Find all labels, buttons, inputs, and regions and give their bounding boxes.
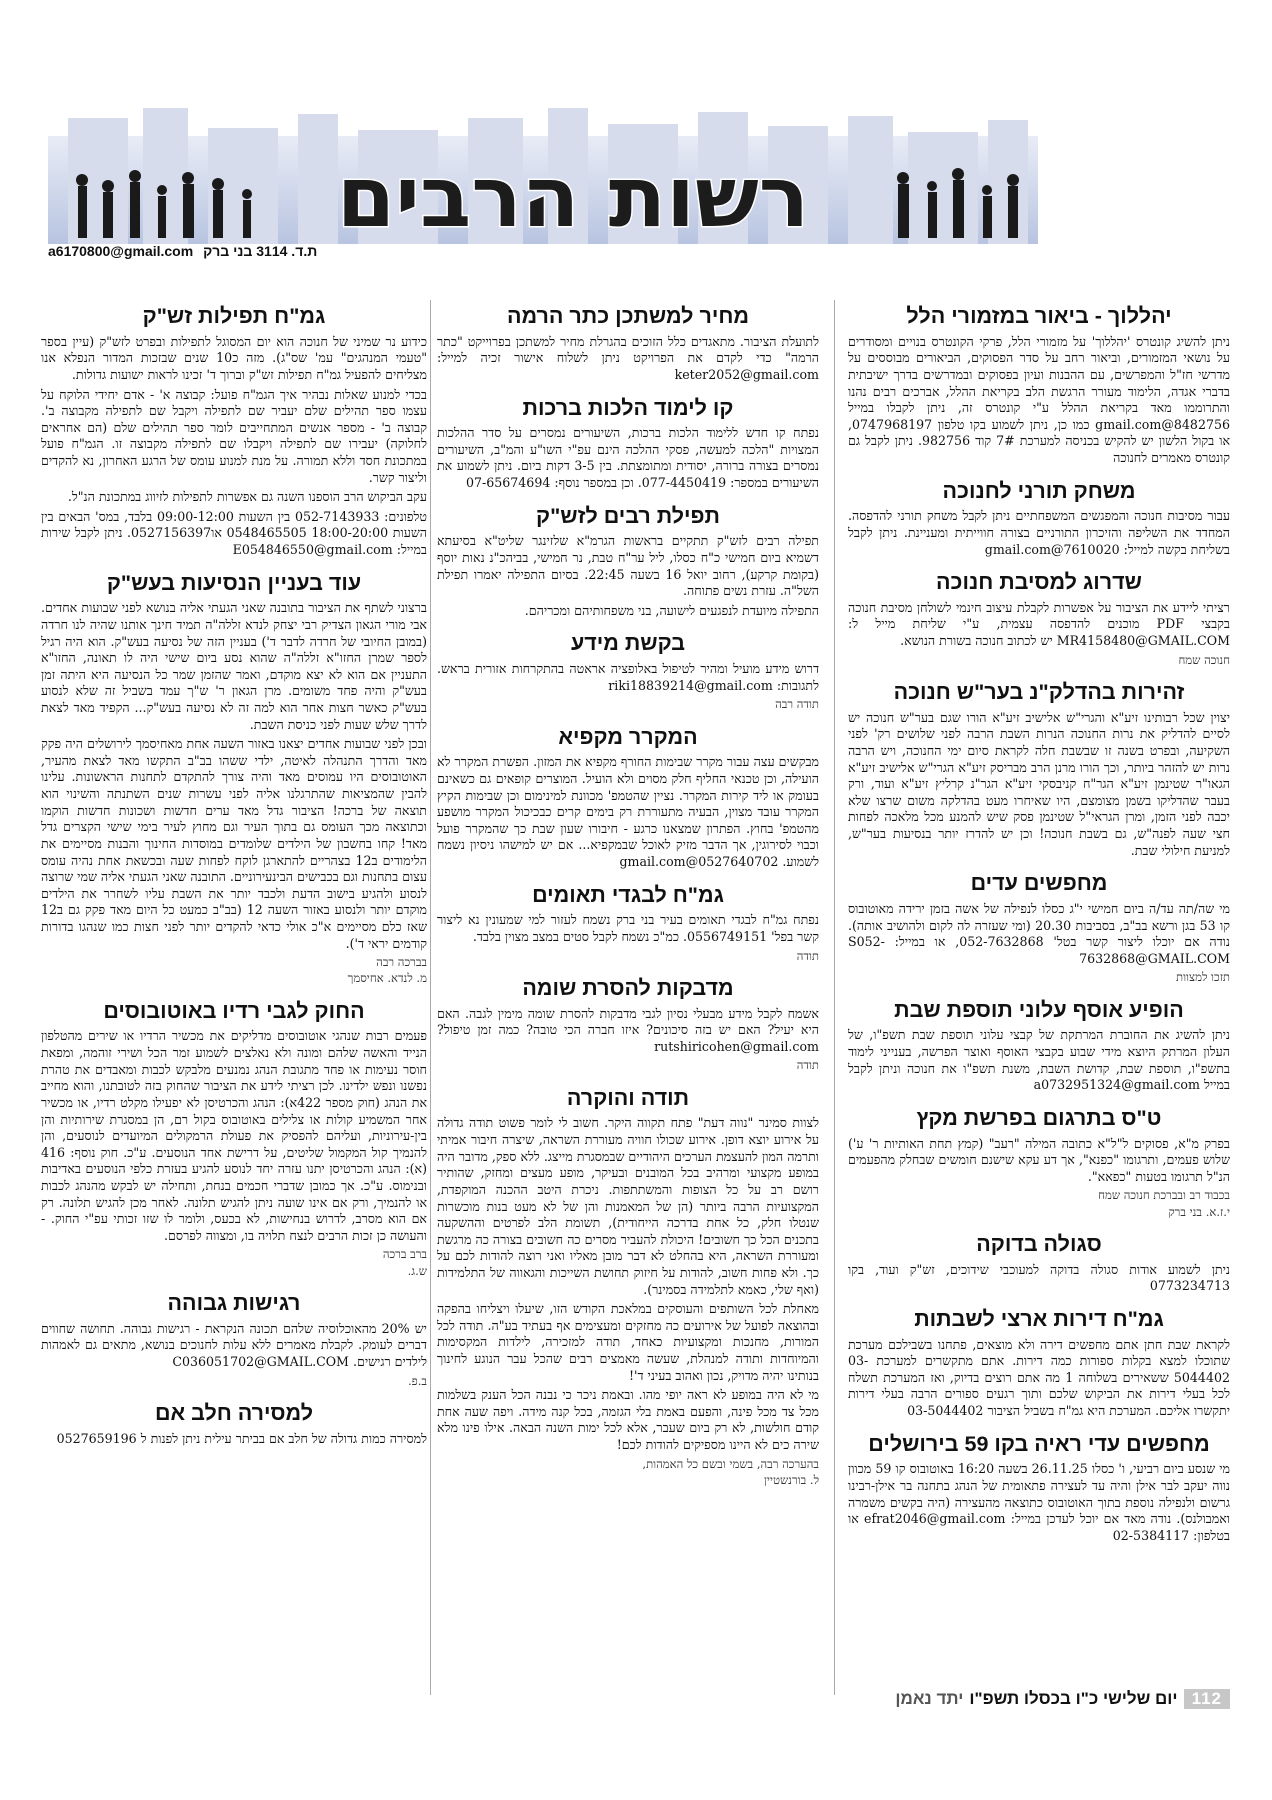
article-signature: תודה רבה [775, 697, 819, 712]
article-title: ט"ס בתרגום בפרשת מקץ [916, 1105, 1162, 1130]
article-body: מי לא היה במופע לא ראה יופי מהו. ובאמת ניכר כי נבנה הכל הענק בשלמות מכל צד מכל פינה, והפעם באמת בלי הגזמה, בכל קנה מידה. ויפה שעה אחת קודם חולשות, לא רק ביום שעבר, אלא לכל ימות השנה הבאה. אילו פינו מלא שירה כים לא היינו מספיקים להודות לכם! [437, 1387, 819, 1453]
contact-pobox: ת.ד. 3114 בני ברק [203, 243, 318, 259]
article-title: תפילת רבים לזש"ק [536, 503, 720, 528]
article-signature: ב.פ. [407, 1373, 427, 1388]
article-body: ברצוני לשתף את הציבור בתובנה שאני הגעתי אליה בנושא לפני שבועות אחדים. אבי מורי הגאון הצדיק רבי יצחק לנדא זללה"ה תמיד חינך אותנו שהיה לנו חרדה (במובן החיובי של חרדה לדבר ד') בעניין הזה של נסיעה בעש"ק. הוא היה רגיל לספר שמרן החזו"א זללה"ה שהוא נסע ביום שישי היה לו תאונה, החזו"א התעניין אם הוא לא יצא מוקדם, ואמר שהזמן שמר כל הנסיעה היא היתה זמן בעש"ק והיה פחד משומים. מרן הגאון ר' ש"ך עמד בשביל זה שלא לנסוע בעש"ק כאשר חצות אחר הוא למה זה לא נסיעה בעש"ק... הקפיד מאד לצאת לדרך שלש שעות לפני כניסת השבת. [41, 600, 427, 732]
article-signature: ל. בורנשטיין [763, 1472, 819, 1487]
article [437, 883, 819, 964]
article [848, 304, 1230, 467]
article-body: לצוות סמינר "נווה דעת" פתח תקווה היקר. חשוב לי לומר פשוט תודה גדולה על אירוע יוצא דופן. אירוע שכולו חוויה מעוררת השראה, שיצרה חיבור אמיתי ותרמה המון להעצמת הערכים היהודיים שבמסגרת מייצג. ללא ספק, מדובר היה במופע מקצועי ומרהיב בכל המובנים ובעיקר, מופע מעצים ומחזק, שהותיר רושם רב על כל הצופות והמשתתפות. ניכרת היטב ההכנה המוקפדת, המקצועיות הרבה ביותר (הן של המאמנות והן של לא מעט בנות מוכשרות שנטלו חלק, כל אחת בדרכה הייחודית), תשומת הלב לפרטים וההשקעה בתכנים הכל כך חשובים! היכולת להעביר מסרים כה חשובים בצורה כה מרגשת ומעוררת השראה, היא בהחלט לא דבר מובן מאליו ואני רוצה להודות לכם על כך. ולא פחות חשוב, להודות על חיזוק תחושת השייכות והגאווה של התלמידות (ואף שלי, כאמא לתלמידה בסמינר). [437, 1115, 819, 1297]
article-signature: בהערכה רבה, בשמי ובשם כל האמהות, [642, 1456, 819, 1471]
article [848, 479, 1230, 559]
column-divider [834, 300, 835, 1695]
article-title: מחיר למשתכן כתר הרמה [507, 304, 749, 328]
article-body: דרוש מידע מועיל ומהיר לטיפול באלופציה אראטה בהתקרחות אזורית בראש. לתגובות: riki18839214@gmail.com [437, 661, 819, 693]
article-body: נפתח גמ"ח לבגדי תאומים בעיר בני ברק נשמח לעזור למי שמעונין נא ליצור קשר בפל' 0556749151. כמ"כ נשמח לקבל סטים במצב מצוין בלבד. [437, 912, 819, 945]
article-body: מי שנסע ביום רביעי, ו' כסלו 26.11.25 בשעה 16:20 באוטובוס קו 59 מכוון נווה יעקב לבר אילן והיה עד לעצירה פתאומית של הנהג בתחנה בר אילן-רבינו גרשום ולנפילה נוספת בתוך האוטובוס כתוצאה מהעצירה (היה בקשים משמרה ואמבולנס). נודה מאד אם יוכל לעדכן במייל: efrat2046@gmail.com או בטלפון: 02-5384117 [848, 1461, 1230, 1543]
page-footer [878, 1688, 1230, 1710]
article-title: בקשת מידע [570, 631, 685, 656]
article-body: מי שה/תה עד/ה ביום חמישי י"ג כסלו לנפילה של אשה בזמן ירידה מאוטובוס קו 53 בגן ורשא בב"ב, בסביבות 20.30 (ומי שעזרה לה לקום ולהושיב אותה). נודה אם יוכלו ליצור קשר בטל' 052-7632868, או במייל: S052-7632868@GMAIL.COM [848, 900, 1230, 966]
article-title: מחפשים עדי ראיה בקו 59 בירושלים [868, 1431, 1210, 1456]
article [848, 680, 1230, 859]
article-title: סגולה בדוקה [976, 1231, 1102, 1256]
column-left [41, 304, 427, 1684]
article-signature: ש.ג. [407, 1263, 427, 1278]
article-signature: תזכו למצוות [1176, 970, 1230, 985]
article-title: קו לימוד הלכות ברכות [522, 395, 734, 420]
article [437, 631, 819, 712]
article-signature: ברב ברכה [382, 1247, 427, 1262]
issue-date: יום שלישי כ"ו בכסלו תשפ"ו [969, 1689, 1178, 1708]
article-title: גמ"ח לבגדי תאומים [532, 882, 724, 907]
article-title: יהללוך - ביאור במזמורי הלל [906, 304, 1172, 328]
article-title: עוד בעניין הנסיעות בעש"ק [106, 570, 362, 595]
article-body: תפילה רבים לזש"ק תתקיים בראשות הגרמ"א שלזינגר שליט"א בסיעתא דשמיא ביום חמישי כ"ח כסלו, ליל ער"ח טבת, נר חמישי, בביהכ"נ נאות יוסף (בקומת קרקע), רחוב יואל 16 בשעה 22:45. בסיום התפילה יאמרו תפילת השל"ה. עזרת נשים פתוחה. [437, 533, 819, 599]
article-body: מבקשים עצה עבור מקרר שבימות החורף מקפיא את המזון. הפשרת המקרר לא הועילה, וכן טכנאי החליף חלק מסוים ולא הועיל. המוצרים קופאים גם כשאינם בעומק או ליד קירות המקרר. נציין שהטמפ' מכוונת למינימום וכן שבימות הקיץ המקרר עובד מצוין, הבעיה מתעוררת רק בימים קרים כבכיכול המקרר מושפע מהטמפ' בחוץ. הפתרון שמצאנו כרגע - חיבורו שעון שבת כך שהמקרר פועל וכבוי לסירוגין, אך הדבר מזיק לאוכל שבמקפיא... אם יש למישהו ניסיון נשמח לשמוע. 0527640702@gmail.com [437, 754, 819, 870]
article-title: מדבקות להסרת שומה [522, 975, 734, 1000]
article-body: רציתי ליידע את הציבור על אפשרות לקבלת עיצוב חינמי לשולחן מסיבת חנוכה בקבצי PDF מוכנים להדפסה עצמית, ע"י שליחת מייל ל: MR4158480@GMAIL.COM יש לכתוב חנוכה בשורת הנושא. [848, 599, 1230, 649]
article-body: טלפונים: 052-7143933 בין השעות 09:00-12:00 בלבד, במס' הבאים בין השעות 18:00-20:00 0548465505 או0527156397. ניתן לקבל שירות במייל: E054846550@gmail.com [41, 508, 427, 558]
article [848, 998, 1230, 1094]
article [41, 1401, 427, 1447]
article-title: רגישות גבוהה [167, 1290, 301, 1315]
masthead [48, 108, 1038, 244]
article-title: הופיע אוסף עלוני תוספת שבת [894, 997, 1184, 1022]
article [437, 304, 819, 384]
article-signature: בכבוד רב ובברכת חנוכה שמח [1098, 1188, 1230, 1203]
article [437, 725, 819, 871]
article-title: משחק תורני לחנוכה [942, 478, 1136, 503]
contact-line [48, 243, 388, 263]
article-body: ובכן לפני שבועות אחדים יצאנו באזור השעה אחת מאחיסמך לירושלים היה פקק מאד והדרך התנהלה לאיטה, ילדי ששהו בב"ב התקשו מאד לצאת מהעיר, האוטובוסים היו עמוסים מאד והיה צורך להתקדם לתחנות הראשונות. עלינו להבין שהמציאות שהתרגלנו אליה לפני עשרות שנים השתנתה והשינוי הוא תוצאה של ברכה! הציבור גדל מאד ערים חדשות ושכונות חדשות הוקמו וכתוצאה מכך העומס גם בתוך העיר וגם מחוץ לעיר בימי שישי הקצרים גדל מאד! קחו בחשבון של הילדים שלומדים במוסדות החינוך והבנות מסיימים את הלימודים ב12 בצהריים להתארגן לוקח לפחות שעה ובכשאת אחת נהיה עומס עצום בתחנות וגם בכבישים הבינעירוניים. התובנה שאני הגעתי אליה שמי שרוצה לנסוע ולהגיע בישוב הדעת ולכבד יותר את השבת עליו לשחרר את הילדים מוקדם יותר ולנסוע באזור השעה 12 (בב"ב כמעט כל היום מאד פקק גם ב12 שאז כלם מסיימים א"כ אולי כדאי להקדים יותר לפני חצות כמו שנהגו בדורות קודמים יראי ד'). [41, 736, 427, 951]
contact-email[interactable]: a6170800@gmail.com [48, 243, 194, 259]
article-signature: תודה [796, 1058, 819, 1073]
article-signature: תודה [796, 948, 819, 963]
article [437, 504, 819, 620]
article-title: זהירות בהדלק"נ בער"ש חנוכה [893, 679, 1185, 704]
article [41, 1291, 427, 1389]
article [848, 1307, 1230, 1420]
page-number: 112 [1184, 1689, 1230, 1709]
article [41, 304, 427, 559]
article-body: לקראת שבת חתן אתם מחפשים דירה ולא מוצאים, פתחנו בשבילכם מערכת שתוכלו למצא בקלות ספורות כמה דירות. אתם מתקשרים למערכת 03-5044402 ששאירים בשלוחה 1 מה אתם רוצים בדיוק, ואז המערכת תשלח לכל בעלי דירות את הביקוש שלכם ותוך רגעים ספורים הרבה בעלי דירות יתקשרו אליכם. המערכת היא גמ"ח בשביל הציבור 03-5044402 [848, 1336, 1230, 1419]
article-signature: מ. לנדא. אחיסמך [347, 971, 427, 986]
article [848, 871, 1230, 985]
article-body: אשמח לקבל מידע מבעלי נסיון לגבי מדבקות להסרת שומה מימין לגבה. האם היא יעיל? האם יש בזה סיכונים? איזו חברה הכי טובה? כמה זמן טיפול? rutshiricohen@gmail.com [437, 1005, 819, 1054]
article-signature: י.ז.א. בני ברק [1168, 1204, 1230, 1219]
article-signature: חנוכה שמח [1178, 652, 1230, 667]
publication-name: יתד נאמן [895, 1689, 964, 1708]
masthead-title: רשות הרבים [336, 148, 810, 244]
article [41, 999, 427, 1279]
article-body: עבור מסיבות חנוכה והמפגשים המשפחתיים ניתן לקבל משחק תורני להדפסה. המחדד את השליפה והזיכרון התורניים בצורה חווייתית ומעניינת. ניתן לקבל בשליחת בקשה למייל: 7610020@gmail.com [848, 508, 1230, 557]
article-body: ניתן להשיג את החוברת המרתקת של קבצי עלוני תוספת שבת תשפ"ו, של העלון המרתק היוצא מידי שבוע בקבצי האוסף ואוצר הפרשה, בענייני לימוד בתשפ"ו, תוספת שבת, קדושת השבת, משנת תשפ"ו את חנוכה וניתן לקבל במייל a0732951324@gmail.com [848, 1027, 1230, 1093]
article-title: המקרר מקפיא [558, 724, 698, 749]
article [848, 570, 1230, 668]
article-body: פעמים רבות שנהגי אוטובוסים מדליקים את מכשיר הרדיו או שירים מהטלפון הנייד והאשה שלהם ומונה ולא נאלצים לשמוע זמר הכל ושירי זוהמה, ומפאת חוסר נעימות או פחד מתגובת הנהג נמנעים מלבקש לכבות ומאבדים את טהרת נפשנו ונפש ילדינו. לכן רציתי לידע את הציבור שהחוק בזה לטובתנו, והוא מחייב את הנהג (חוק מספר 422א): הנהג והכרטיסן לא יפעילו מקלט רדיו, או מכשיר אחר המשמיע קולות או צלילים באוטובוס בקול רם, הן במסגרת שירותיות והן בין-עירוניות, ועליהם להפסיק את פעולת הרמקולים המיועדים לנוסעים, והן להנמיך קול המקמול שליטים, על דרישת אחד הנוסעים. ע"כ. חוק נוסף: 416 (א): הנהג והכרטיסן יתנו עזרה יחד לנוסע להגיע בעזרת כלפי הנוסעים באדיבות ובנימוס. ע"כ. אך כמובן שדברי חכמים בנחת, ותחילה יש לבקש מהנהג לכבות או להנמיך, ורק אם אינו שועה ניתן להגיש תלונה. לאחר מכן להגיש תלונה. רק אם הוא מסרב, לדרוש בנחישות, לא בכעס, ולומר לו שזו זכותי עפ"י החוק. - והעושה כן זכות הרבים לנצח תלויה בו, ומצווה לפרסם. [41, 1028, 427, 1243]
article-body: למסירה כמות גדולה של חלב אם בביתר עילית ניתן לפנות ל 0527659196 [56, 1430, 427, 1446]
column-middle [437, 304, 819, 1684]
article-body: התפילה מיועדת לנפגעים לישועה, בני משפחותיהם ומכריהם. [524, 602, 819, 618]
article-title: תודה והוקרה [566, 1085, 690, 1110]
article-title: למסירה חלב אם [154, 1400, 314, 1425]
article-body: ניתן להשיג קונטרס 'יהללוך' על מזמורי הלל, פרקי הקונטרס בנויים ומסודרים על נושאי המזמורים, וביאור רחב על סדר הפסוקים, הביאורים מבוססים על מדרשי חז"ל והמפרשים, עם ההבנות ועיון בפסוקים ובמדרשים בדרך ישיבתית בדברי אגדה, הלימוד מעורר הרגשת הלב בקריאת ההלל, אברכים רבים נהנו והתרוממו מאד בקריאת ההלל ע"י קונטרס זה, ניתן לקבלו במייל 8482756@gmail.com כמו כן, ניתן לשמוע בקו טלפון 0747968197, או בקול הלשון יש להקיש בכניסה למערכת 7# קוד 982756. ניתן לקבל גם קונטרס מאמרים לחנוכה [848, 333, 1230, 465]
column-divider [430, 300, 431, 1695]
article-title: החוק לגבי רדיו באוטובוסים [103, 998, 365, 1023]
article-body: מאחלת לכל השותפים והעוסקים במלאכת הקודש הזו, שיעלו ויצליחו בהפקה ובהוצאה לפועל של אירועים כה מחזקים ומעצימים אף בעתיד בע"ה. תודה לכל המורות, מחנכות ומקצועיות כאחד, תודה למזכירה, לילדות המקסימות והמיוחדות ותודה למנהלת, שעשה מאמצים רבים שהכל עבר הנוגע לחינוך בנותינו יהיה מדויק, נכון ואהוב בעיני ד'! [437, 1301, 819, 1383]
column-right [848, 304, 1230, 1684]
article-title: שדרוג למסיבת חנוכה [936, 570, 1142, 595]
article-body: כידוע נר שמיני של חנוכה הוא יום המסוגל לתפילות ובפרט לזש"ק (עיין בספר "טעמי המנהגים" עמ' שס"ג). מזה כ10 שנים שבזכות המדור הנפלא אנו מצליחים להפעיל גמ"ח תפילות זש"ק וברוך ד' זכינו לראות ישועות גדולות. [41, 333, 427, 382]
article [437, 396, 819, 492]
article-signature: בברכה רבה [376, 955, 427, 970]
article [848, 1232, 1230, 1295]
masthead-banner [48, 108, 1038, 244]
article [848, 1432, 1230, 1545]
article-body: בכדי למנוע שאלות נבהיר איך הגמ"ח פועל: קבוצה א' - אדם יחידי הלוקח על עצמו ספר תהילים שלם יעביר שם לתפילה ויקבל שם לתפילה מקבוצה ב'. קבוצה ב' - מספר אנשים המתחייבים לומר ספר תהילים שלם (הם אחראים לחלוקה) יעבירו שם לתפילה ויקבלו שם לתפילה מקבוצה זו. הגמ"ח פועל במתכונת חסד וללא תמורה. על מנת למנוע עומס של הרגע האחרון, נא להקדים וליצור קשר. [41, 386, 427, 485]
article-body: ניתן לשמוע אודות סגולה בדוקה למעוכבי שידוכים, זש"ק ועוד, בקו 0773234713 [848, 1261, 1230, 1294]
article-body: בפרק מ"א, פסוקים ל"ל"א כתובה המילה "רעב" (קמץ תחת האותיות ר' ע') שלוש פעמים, ותרגומו "כפנא", אך דע עקא שישנם חומשים שבחלק מהפעמים הנ"ל תרגומו בטעות "כפאא". [848, 1135, 1230, 1184]
article-body: יש 20% מהאוכלוסיה שלהם תכונה הנקראת - רגישות גבוהה. תחושה שחווים דברים לעומק. לקבלת מאמרים ללא עלות לחנוכים בנושא, מתאים גם לאמהות לילדים רגישים. C036051702@GMAIL.COM [41, 1320, 427, 1369]
article-body: יצוין שכל רבותינו זיע"א והגרי"ש אלישיב זיע"א הורו שגם בער"ש חנוכה יש לסיים להדליק את נרות החנוכה הנרות השבת הרבה לפני שלושים רק' לפני השקיעה, ובפרט בשנה זו שבשבת חלה לקראת סיום ימי החנוכה, ויש הרבה נרות יש להזהר ביותר, וכך הורו מרנן הרב מבריסק זיע"א הגרי"ש אלישיב זיע"א הגאו"ר שטינמן זיע"א הגר"ח קניבסקי זיע"א הגר"נ קרליץ זיע"א ועוד, ורק בעבר שהדליקו בשמן מצומצם, היו שאיחרו מעט בהדלקה משום שרצו שלא יכבה לפני הזמן, ומרן הגראי"ל שטינמן פסק שיש להמנע מכל מלאכה לפחות חצי שעה לפנה"ש, גם בשבת חנוכה! וכן יש להדרז יותר בנסיעות בער"ש, למניעת חילולי שבת. [848, 709, 1230, 858]
article-title: גמ"ח דירות ארצי לשבתות [914, 1306, 1164, 1331]
article-body: עקב הביקוש הרב הוספנו השנה גם אפשרות לתפילות לזיווג במתכונת הנ"ל. [67, 489, 427, 505]
article-title: גמ"ח תפילות זש"ק [142, 304, 326, 328]
article-title: מחפשים עדים [970, 871, 1108, 896]
article [41, 571, 427, 987]
article [437, 1086, 819, 1489]
article [437, 976, 819, 1074]
article-body: לתועלת הציבור. מתאגדים כלל הזוכים בהגרלת מחיר למשתכן בפרוייקט "כתר הרמה" כדי לקדם את הפרויקט ניתן לשלוח אישור זכיה למייל: keter2052@gmail.com [437, 333, 819, 382]
article-body: נפתח קו חדש ללימוד הלכות ברכות, השיעורים נמסרים על סדר ההלכות המצויות "הלכה למעשה, פסקי ההלכה הינם עפ"י השו"ע והמ"ב, השיעורים נמסרים בצורה ברורה, יסודית ומתומצתת. בין 3-5 דקות ביום. ניתן לשמוע את השיעורים במספר: 077-4450419. וכן במספר נוסף: 07-65674694 [437, 425, 819, 491]
article [848, 1106, 1230, 1220]
